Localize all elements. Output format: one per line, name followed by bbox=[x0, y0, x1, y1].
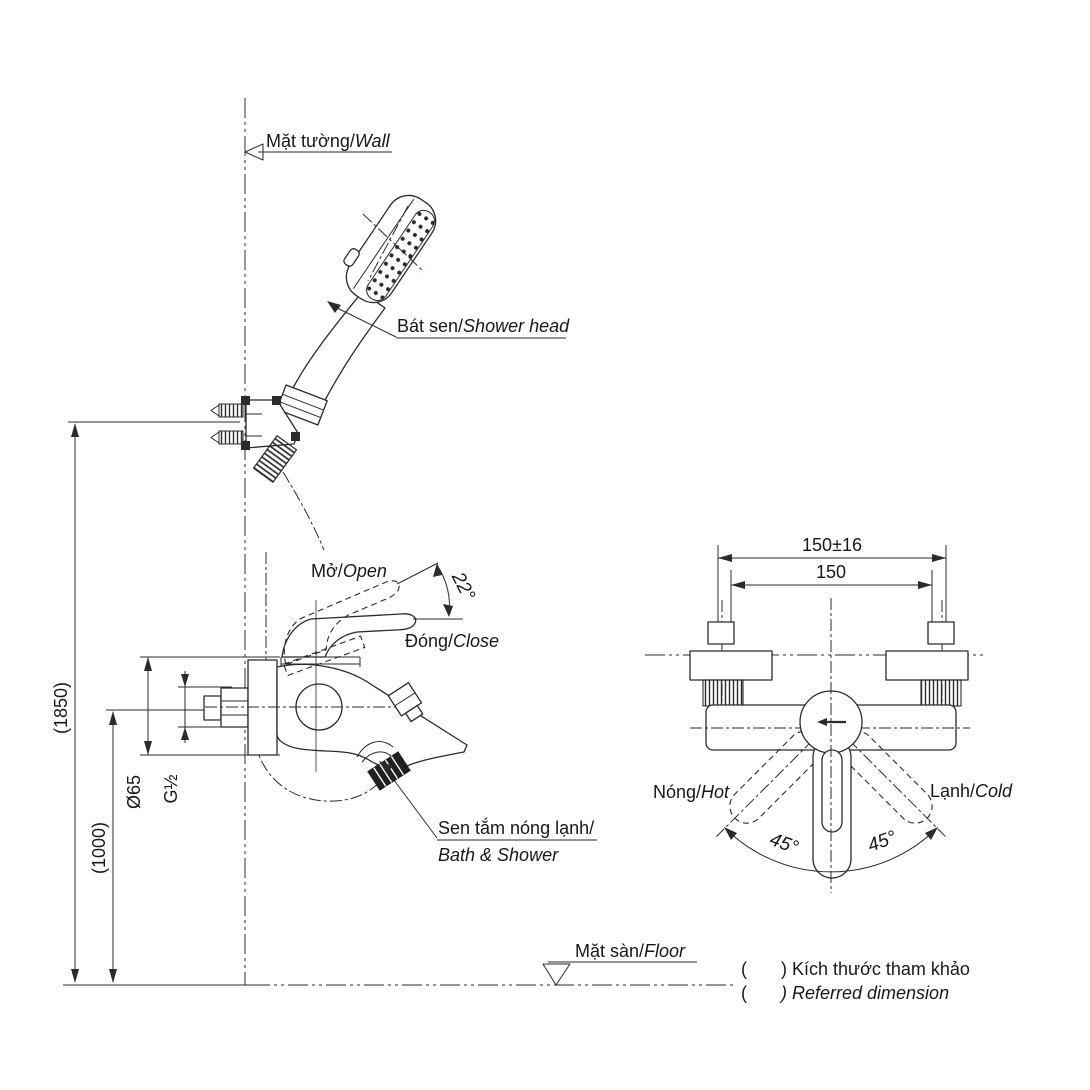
mounting-bolt-bottom bbox=[211, 431, 243, 444]
shower-handle bbox=[291, 292, 385, 406]
note-en-text: ) Referred dimension bbox=[781, 983, 950, 1003]
label-hot: Nóng/Hot bbox=[653, 782, 730, 802]
swing-left-value: 45° bbox=[766, 829, 801, 859]
dim-flange-diameter-value: Ø65 bbox=[124, 774, 144, 810]
right-connector-nut bbox=[928, 622, 954, 644]
dim-center-distance-value: 150 bbox=[815, 562, 847, 582]
dim-center-distance-tol bbox=[718, 535, 946, 644]
dim-center-distance-tol-value: 150±16 bbox=[802, 535, 862, 555]
open-angle-value: 22° bbox=[447, 568, 479, 605]
mounting-bolt-top bbox=[211, 404, 243, 417]
supply-pipe bbox=[204, 696, 221, 720]
right-knurled-nut bbox=[921, 680, 961, 706]
hose-centerline bbox=[283, 472, 324, 550]
floor-label-vi: Mặt sàn/ bbox=[575, 941, 645, 961]
right-flange bbox=[886, 651, 968, 680]
note-vi-paren: ( bbox=[741, 959, 747, 979]
label-close: Đóng/Close bbox=[405, 631, 500, 651]
dim-mixer-height bbox=[89, 710, 226, 983]
left-flange bbox=[690, 651, 772, 680]
bath-shower-label-vi: Sen tắm nóng lạnh/ bbox=[438, 818, 595, 838]
note-vi-text: ) Kích thước tham khảo bbox=[781, 959, 970, 979]
floor-label bbox=[543, 941, 697, 985]
dim-total-height-value: (1850) bbox=[51, 681, 71, 735]
wall-label-en: Wall bbox=[354, 131, 390, 151]
handle-slot bbox=[822, 750, 842, 832]
faucet-front-view bbox=[645, 535, 1013, 893]
svg-text:Mặt tường/Wall bbox=[266, 131, 391, 151]
label-bath-shower bbox=[379, 761, 597, 865]
left-connector-nut bbox=[708, 622, 734, 644]
shower-head-label-vi: Bát sen/ bbox=[397, 316, 464, 336]
label-cold: Lạnh/Cold bbox=[930, 781, 1013, 801]
wall-label-vi: Mặt tường/ bbox=[266, 131, 355, 151]
label-open: Mở/Open bbox=[311, 561, 387, 581]
open-angle-dimension bbox=[397, 563, 479, 619]
svg-text:Bát sen/Shower head bbox=[397, 316, 570, 336]
bath-shower-label-en: Bath & Shower bbox=[438, 845, 559, 865]
lever-closed bbox=[282, 614, 416, 657]
reference-note bbox=[741, 959, 970, 1003]
svg-text:Mặt sàn/Floor bbox=[575, 941, 686, 961]
left-knurled-nut bbox=[703, 680, 743, 706]
dim-thread-size-value: G½ bbox=[161, 774, 181, 804]
wall-label bbox=[245, 131, 392, 160]
shower-head bbox=[331, 182, 444, 311]
floor-level-icon bbox=[543, 964, 570, 985]
dim-mixer-height-value: (1000) bbox=[89, 821, 109, 875]
floor-label-en: Floor bbox=[644, 941, 686, 961]
note-en-paren: ( bbox=[741, 983, 747, 1003]
shower-head-label-en: Shower head bbox=[463, 316, 570, 336]
swing-right-value: 45° bbox=[865, 827, 900, 857]
faucet-side-view bbox=[204, 552, 597, 865]
